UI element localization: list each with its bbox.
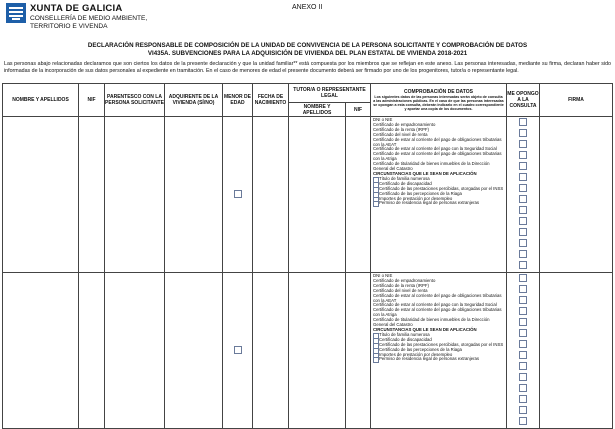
name-cell[interactable] xyxy=(3,273,79,429)
circumstance-label: Certificado de discapacidad xyxy=(379,180,432,186)
oppose-checkbox[interactable] xyxy=(519,351,527,359)
oppose-checkbox[interactable] xyxy=(519,151,527,159)
oppose-checkbox[interactable] xyxy=(519,285,527,293)
col-tutor-header: TUTOR/A O REPRESENTANTE LEGAL xyxy=(289,84,371,103)
oppose-checkbox[interactable] xyxy=(519,184,527,192)
oppose-checkbox[interactable] xyxy=(519,250,527,258)
oppose-checkbox[interactable] xyxy=(519,307,527,315)
doc-item: Certificado de la renta (IRPF) xyxy=(373,126,429,132)
circumstance-item xyxy=(373,201,505,206)
col-tutor-name-header: NOMBRE Y APELLIDOS xyxy=(289,103,346,117)
title-line-2: VI435A. SUBVENCIONES PARA LA ADQUISICIÓN DE VIVIENDA DEL PLAN ESTATAL DE VIVIENDA 2018-2021 xyxy=(147,50,468,57)
circumstance-label: Permiso de residencia legal de personas extranjeras xyxy=(379,356,480,362)
circumstance-label: Certificado de las percepciones de la Riaga xyxy=(379,346,462,352)
circumstance-item xyxy=(373,357,505,362)
col-name-header: NOMBRE Y APELLIDOS xyxy=(3,84,79,117)
check-header-title: COMPROBACIÓN DE DATOS xyxy=(404,88,473,95)
annex-label: ANEXO II xyxy=(292,4,323,11)
birthdate-cell[interactable] xyxy=(253,117,289,273)
department-line-1: CONSELLERÍA DE MEDIO AMBIENTE, xyxy=(30,15,148,22)
signature-cell[interactable] xyxy=(540,273,613,429)
oppose-checkbox[interactable] xyxy=(519,329,527,337)
doc-item: Certificado de estar al corriente del pago de obligaciones tributarias con la AEAT xyxy=(373,292,502,303)
documents-list xyxy=(371,273,507,429)
col-tutor-nif-header: NIF xyxy=(346,103,371,117)
circumstances-label: CIRCUNSTANCIAS QUE LE SEAN DE APLICACIÓN xyxy=(373,170,477,176)
oppose-checkbox[interactable] xyxy=(519,118,527,126)
oppose-checkbox[interactable] xyxy=(519,206,527,214)
oppose-checkbox[interactable] xyxy=(519,296,527,304)
nif-cell[interactable] xyxy=(79,117,105,273)
doc-item: DNI o NIE xyxy=(373,117,393,122)
doc-item: Certificado del nivel de renta xyxy=(373,131,428,137)
document-title xyxy=(0,42,615,58)
table-row xyxy=(3,273,613,429)
circumstance-label: Certificado de las prestaciones percibidas, otorgadas por el INSS xyxy=(379,185,504,191)
household-table xyxy=(2,83,613,429)
doc-item: Certificado de la renta (IRPF) xyxy=(373,282,429,288)
doc-item: Certificado de estar al corriente del pago de obligaciones tributarias con la AEAT xyxy=(373,136,502,147)
col-minor-header: MENOR DE EDAD xyxy=(223,84,253,117)
doc-item: Certificado de titularidad de bienes inmuebles de la Dirección General del Catastro xyxy=(373,161,490,172)
circumstance-label: Certificado de discapacidad xyxy=(379,336,432,342)
documents-list xyxy=(371,117,507,273)
table-row xyxy=(3,117,613,273)
oppose-checkbox[interactable] xyxy=(519,228,527,236)
oppose-checkbox[interactable] xyxy=(519,373,527,381)
col-kinship-header: PARENTESCO CON LA PERSONA SOLICITANTE xyxy=(105,84,165,117)
circumstance-label: Título de familia numerosa xyxy=(379,331,430,337)
minor-cell xyxy=(223,117,253,273)
minor-cell xyxy=(223,273,253,429)
oppose-checkbox[interactable] xyxy=(519,195,527,203)
oppose-checkbox[interactable] xyxy=(519,173,527,181)
title-line-1: DECLARACIÓN RESPONSABLE DE COMPOSICIÓN DE LA UNIDAD DE CONVIVENCIA DE LA PERSONA SOLICITANTE Y COMPROBACIÓN DE DATOS xyxy=(87,42,528,49)
department xyxy=(30,15,147,31)
col-birthdate-header: FECHA DE NACIMIENTO xyxy=(253,84,289,117)
doc-item: Certificado de empadronamiento xyxy=(373,121,436,127)
col-nif-header: NIF xyxy=(79,84,105,117)
oppose-checkbox[interactable] xyxy=(519,406,527,414)
signature-cell[interactable] xyxy=(540,117,613,273)
col-signature-header: FIRMA xyxy=(540,84,613,117)
name-cell[interactable] xyxy=(3,117,79,273)
circumstance-label: Permiso de residencia legal de personas extranjeras xyxy=(379,200,480,206)
page-header xyxy=(0,0,615,38)
oppose-checkbox[interactable] xyxy=(519,318,527,326)
tutor-name-cell[interactable] xyxy=(289,117,346,273)
minor-checkbox[interactable] xyxy=(234,190,242,198)
doc-item: Certificado del nivel de renta xyxy=(373,287,428,293)
tutor-nif-cell[interactable] xyxy=(346,273,371,429)
department-line-2: TERRITORIO E VIVENDA xyxy=(30,23,108,30)
oppose-checkbox[interactable] xyxy=(519,274,527,282)
tutor-nif-cell[interactable] xyxy=(346,117,371,273)
doc-item: Certificado de estar al corriente del pago de obligaciones tributarias con la Atriga xyxy=(373,307,502,318)
circumstance-label: Certificado de las prestaciones percibidas, otorgadas por el INSS xyxy=(379,341,504,347)
doc-item: Certificado de estar al corriente del pago de obligaciones tributarias con la Atriga xyxy=(373,151,502,162)
doc-item: Certificado de titularidad de bienes inmuebles de la Dirección General del Catastro xyxy=(373,317,490,328)
oppose-checkbox[interactable] xyxy=(519,140,527,148)
col-acquirer-header: ADQUIRENTE DE LA VIVIENDA (SÍ/NO) xyxy=(165,84,223,117)
doc-item: Certificado de estar al corriente del pago con la Seguridad Social xyxy=(373,302,497,308)
circumstance-checkbox[interactable] xyxy=(373,201,379,207)
circumstance-checkbox[interactable] xyxy=(373,357,379,363)
acquirer-cell[interactable] xyxy=(165,273,223,429)
doc-item: Certificado de estar al corriente del pago con la Seguridad Social xyxy=(373,146,497,152)
oppose-checkbox[interactable] xyxy=(519,162,527,170)
oppose-checkbox[interactable] xyxy=(519,395,527,403)
birthdate-cell[interactable] xyxy=(253,273,289,429)
oppose-checkbox[interactable] xyxy=(519,384,527,392)
circumstance-label: Importes de prestación por desempleo xyxy=(379,195,453,201)
oppose-checkbox[interactable] xyxy=(519,261,527,269)
circumstance-label: Título de familia numerosa xyxy=(379,175,430,181)
col-check-header xyxy=(371,84,507,117)
oppose-cell xyxy=(507,117,540,273)
oppose-checkbox[interactable] xyxy=(519,129,527,137)
acquirer-cell[interactable] xyxy=(165,117,223,273)
oppose-checkbox[interactable] xyxy=(519,239,527,247)
doc-item: Certificado de empadronamiento xyxy=(373,277,436,283)
tutor-name-cell[interactable] xyxy=(289,273,346,429)
xunta-logo-icon xyxy=(6,3,26,23)
doc-item: DNI o NIE xyxy=(373,273,393,278)
intro-paragraph: Las personas abajo relacionadas declaramos que son ciertos los datos de la presente declaración y que la unidad familiar** está compuesta por los miembros que se reflejan en este anexo. Las personas interesadas, mediante su firma, declaran haber sido informadas de la incorporación de sus datos personales al expediente en tramitación. En el caso de menores de edad el presente documento deberá ser firmado por uno de los progenitores, tutor/a o representante legal. xyxy=(4,61,611,74)
org-name: XUNTA DE GALICIA xyxy=(30,3,123,14)
oppose-checkbox[interactable] xyxy=(519,417,527,425)
oppose-checkbox[interactable] xyxy=(519,340,527,348)
oppose-cell xyxy=(507,273,540,429)
circumstance-label: Certificado de las percepciones de la Riaga xyxy=(379,190,462,196)
kinship-cell[interactable] xyxy=(105,273,165,429)
kinship-cell[interactable] xyxy=(105,117,165,273)
check-header-note: Los siguientes datos de las personas interesadas serán objeto de consulta a las administraciones públicas. En el caso de que las personas interesadas se opongan a esta consulta, deberán indicarlo en el cuadro correspondiente y aportar una copia de los documentos. xyxy=(373,94,504,112)
circumstances-label: CIRCUNSTANCIAS QUE LE SEAN DE APLICACIÓN xyxy=(373,326,477,332)
oppose-checkbox[interactable] xyxy=(519,362,527,370)
minor-checkbox[interactable] xyxy=(234,346,242,354)
col-oppose-header: ME OPONGO A LA CONSULTA xyxy=(507,84,540,117)
nif-cell[interactable] xyxy=(79,273,105,429)
circumstance-label: Importes de prestación por desempleo xyxy=(379,351,453,357)
oppose-checkbox[interactable] xyxy=(519,217,527,225)
